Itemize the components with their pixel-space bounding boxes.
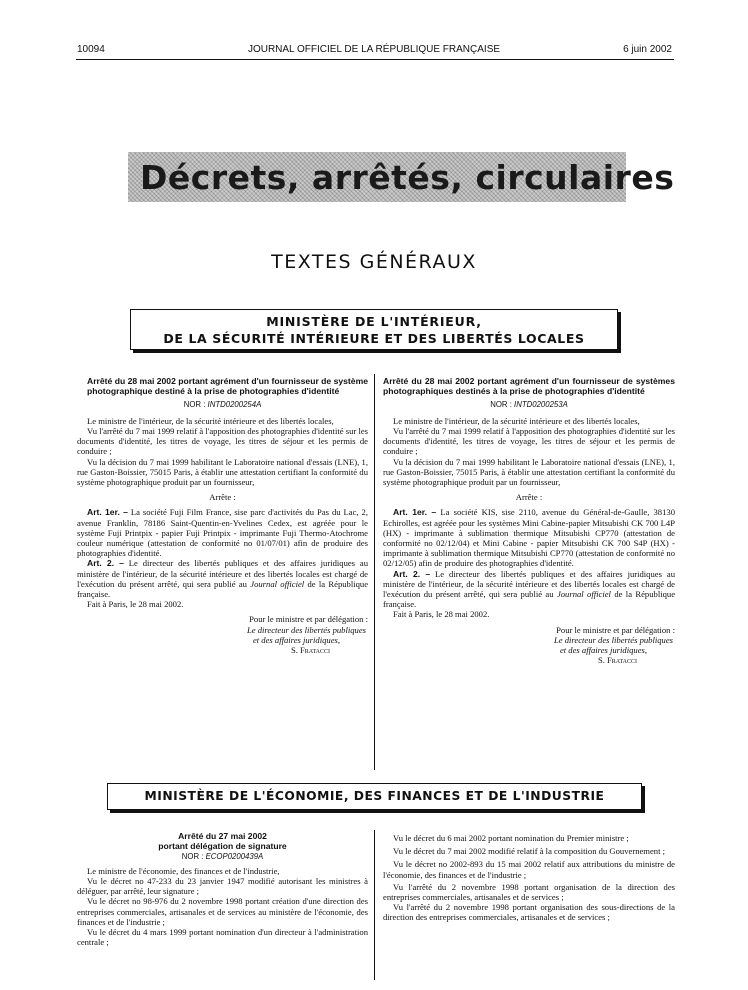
bottom-left-title2: portant délégation de signature	[158, 840, 287, 851]
ministry-interior-box	[130, 309, 618, 350]
bottom-left-nor: NOR : ECOP0200439A	[181, 851, 264, 861]
left-article-fait: Fait à Paris, le 28 mai 2002.	[87, 599, 184, 610]
right-article-p2: Vu l'arrêté du 7 mai 1999 relatif à l'apposition des photographies d'identité sur les documents d'identité, les titres de voyage, les titres de séjour et les permis de conduire ;	[383, 426, 675, 457]
left-article-p1: Le ministre de l'intérieur, de la sécurité intérieure et des libertés locales,	[87, 415, 334, 426]
banner-title: Décrets, arrêtés, circulaires	[140, 158, 675, 197]
right-article-sig4: S. Fratacci	[597, 655, 637, 666]
ministry-interior-line2: DE LA SÉCURITÉ INTÉRIEURE ET DES LIBERTÉS LOCALES	[163, 331, 585, 346]
bottom-right-p2: Vu le décret du 7 mai 2002 modifié relatif à la composition du Gouvernement ;	[393, 846, 666, 857]
right-article-p1: Le ministre de l'intérieur, de la sécurité intérieure et des libertés locales,	[393, 415, 640, 426]
left-article-title: Arrêté du 28 mai 2002 portant agrément d'un fournisseur de système photographique destiné à la prise de photographies d'identité	[87, 376, 368, 396]
bottom-left-p1: Le ministre de l'économie, des finances et de l'industrie,	[87, 865, 280, 876]
column-divider-top	[374, 374, 375, 770]
left-article-nor: NOR : INTD0200254A	[183, 399, 262, 409]
section-title: TEXTES GÉNÉRAUX	[271, 251, 477, 273]
bottom-left-p2: Vu le décret no 47-233 du 23 janvier 1947 modifié autorisant les ministres à déléguer, par arrêté, leur signature ;	[77, 876, 368, 897]
right-article-title: Arrêté du 28 mai 2002 portant agrément d'un fournisseur de systèmes photographiques destinés à la prise de photographies d'identité	[383, 376, 675, 396]
bottom-right-p5: Vu l'arrêté du 2 novembre 1998 portant organisation des sous-directions de la direction des entreprises commerciales, artisanales et de services ;	[383, 902, 675, 923]
right-article-fait: Fait à Paris, le 28 mai 2002.	[393, 609, 490, 620]
right-article-sig3: et des affaires juridiques,	[559, 645, 647, 656]
bottom-right-p1: Vu le décret du 6 mai 2002 portant nomination du Premier ministre ;	[393, 833, 629, 843]
bottom-left-article	[77, 832, 368, 947]
header-rule	[76, 59, 674, 60]
right-article	[383, 377, 675, 665]
bottom-right-article	[383, 833, 675, 923]
left-article-p2: Vu l'arrêté du 7 mai 1999 relatif à l'apposition des photographies d'identité sur les documents d'identité, les titres de voyage, les titres de séjour et les permis de conduire ;	[77, 426, 368, 457]
left-article	[77, 377, 368, 655]
bottom-left-title1: Arrêté du 27 mai 2002	[178, 831, 267, 841]
right-article-art2: Art. 2. – Le directeur des libertés publiques et des affaires juridiques au ministère de l'intérieur, de la sécurité intérieure et des libertés locales est chargé de l'exécution du présent arrêté, qui sera publié au Journal officiel de la République française.	[383, 568, 676, 610]
left-article-art1: Art. 1er. – La société Fuji Film France, sise parc d'activités du Pas du Lac, 2, avenue Franklin, 78186 Saint-Quentin-en-Yvelines Cedex, est agréée pour le système Fuji Printpix - papier Fuji Printpix - imprimante Fuji Thermo-Atochrome couleur numérique (attestation de conformité no 01/07/01) afin de produire des photographies d'identité.	[77, 507, 369, 559]
ministry-interior-line1: MINISTÈRE DE L'INTÉRIEUR,	[266, 314, 482, 329]
left-article-arrete: Arrête :	[209, 492, 236, 503]
bottom-left-p3: Vu le décret no 98-976 du 2 novembre 1998 portant création d'une direction des entreprises commerciales, artisanales et de services au ministère de l'économie, des finances et de l'industrie ;	[77, 896, 368, 927]
left-article-sig3: et des affaires juridiques,	[252, 634, 340, 645]
left-article-p3: Vu la décision du 7 mai 1999 habilitant le Laboratoire national d'essais (LNE), 1, rue Gaston-Boissier, 75015 Paris, à établir une attestation certifiant la conformité du système photographique produit par un fournisseur,	[77, 456, 368, 488]
journal-title: JOURNAL OFFICIEL DE LA RÉPUBLIQUE FRANÇAISE	[247, 44, 501, 55]
bottom-left-p4: Vu le décret du 4 mars 1999 portant nomination d'un directeur à l'administration centrale ;	[77, 927, 368, 948]
right-article-sig2: Le directeur des libertés publiques	[553, 634, 673, 645]
left-article-art2: Art. 2. – Le directeur des libertés publiques et des affaires juridiques au ministère de l'intérieur, de la sécurité intérieure et des libertés locales est chargé de l'exécution du présent arrêté, qui sera publié au Journal officiel de la République française.	[77, 558, 369, 600]
bottom-right-p3: Vu le décret no 2002-893 du 15 mai 2002 relatif aux attributions du ministre de l'économie, des finances et de l'industrie ;	[383, 859, 675, 880]
right-article-sig1: Pour le ministre et par délégation :	[556, 624, 675, 635]
left-article-sig1: Pour le ministre et par délégation :	[249, 614, 368, 625]
ministry-economy-title: MINISTÈRE DE L'ÉCONOMIE, DES FINANCES ET DE L'INDUSTRIE	[144, 789, 605, 803]
page-number: 10094	[77, 44, 105, 55]
column-divider-bottom	[374, 830, 375, 980]
right-article-arrete: Arrête :	[515, 492, 543, 503]
right-article-art1: Art. 1er. – La société KIS, sise 2110, avenue du Général-de-Gaulle, 38130 Echirolles, est agréée pour les systèmes Mini Cabine-papier Mitsubishi CK 700 L4P (HX) - imprimante à sublimation thermique Mitsubishi CP770 (attestation de conformité no 02/12/04) et Mini Cabine - papier Mitsubishi CK 700 S4P (HX) - imprimante à sublimation thermique Mitsubishi CP770 (attestation de conformité no 02/12/05) afin de produire des photographies d'identité.	[383, 507, 675, 569]
left-article-sig4: S. Fratacci	[290, 645, 330, 656]
right-article-p3: Vu la décision du 7 mai 1999 habilitant le Laboratoire national d'essais (LNE), 1, rue Gaston-Boissier, 75015 Paris, à établir une attestation certifiant la conformité du système photographique produit par un fournisseur,	[383, 456, 675, 488]
bottom-right-p4: Vu l'arrêté du 2 novembre 1998 portant organisation de la direction des entreprises commerciales, artisanales et de services ;	[383, 881, 675, 903]
ministry-economy-box	[107, 783, 642, 810]
left-article-sig2: Le directeur des libertés publiques	[246, 624, 366, 635]
right-article-nor: NOR : INTD0200253A	[490, 399, 568, 409]
issue-date: 6 juin 2002	[623, 44, 672, 55]
